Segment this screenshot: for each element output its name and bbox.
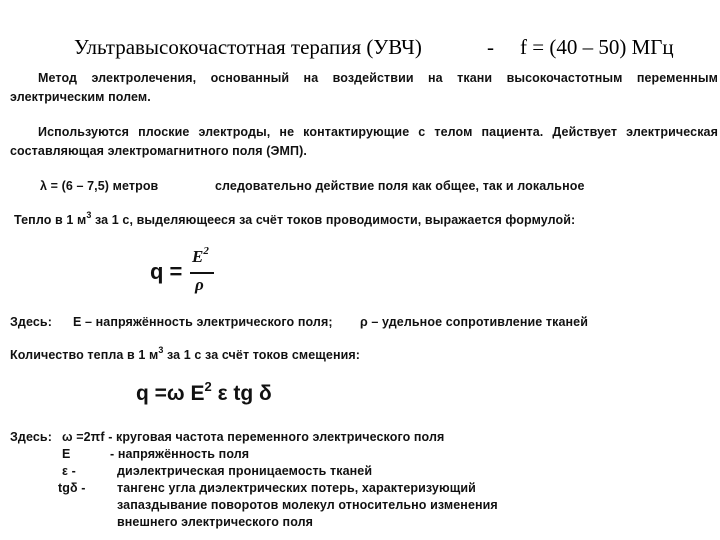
paragraph-2-line-1: Используются плоские электроды, не контактирующие с телом пациента. Действует электрическая [38, 125, 718, 139]
where-2-eps-symbol: ε - [62, 464, 76, 478]
formula-1-denominator: ρ [195, 275, 204, 294]
where-1-e-definition: Е – напряжённость электрического поля; [73, 315, 333, 329]
title-frequency: f = (40 – 50) МГц [520, 35, 674, 59]
title-main: Ультравысокочастотная терапия (УВЧ) [74, 35, 422, 59]
wavelength-effect: следовательно действие поля как общее, так и локальное [215, 179, 585, 193]
paragraph-1-line-1: Метод электролечения, основанный на воздействии на ткани высокочастотным переменным [38, 71, 718, 85]
where-2-tg-definition-line-3: внешнего электрического поля [117, 515, 314, 529]
heat-displacement-text: Количество тепла в 1 $м^3$ за 1 с за счёт токов смещения: [10, 345, 361, 362]
where-2-omega-definition: ω =2πf - круговая частота переменного электрического поля [62, 430, 445, 444]
formula-2: q =ω $E^2$ ε tg δ [136, 379, 272, 405]
wavelength-value: λ = (6 – 7,5) метров [40, 179, 159, 193]
formula-1-lhs: q = [150, 259, 183, 284]
fraction-line [190, 272, 214, 274]
where-1-label: Здесь: [10, 315, 52, 329]
paragraph-1-line-2: электрическим полем. [10, 90, 151, 104]
page-title [74, 35, 422, 60]
where-2-eps-definition: диэлектрическая проницаемость тканей [117, 464, 373, 478]
where-2-tg-symbol: tgδ - [58, 481, 86, 495]
where-1-rho-definition: ρ – удельное сопротивление тканей [360, 315, 589, 329]
title-dash: - [487, 35, 494, 59]
where-2-e-definition: - напряжённость поля [110, 447, 250, 461]
where-2-tg-definition-line-1: тангенс угла диэлектрических потерь, характеризующий [117, 481, 476, 495]
formula-1-numerator: $E^2$ [192, 245, 209, 266]
where-2-tg-definition-line-2: запаздывание поворотов молекул относительно изменения [117, 498, 498, 512]
paragraph-2-line-2: составляющая электромагнитного поля (ЭМП). [10, 144, 307, 158]
where-2-e-symbol: E [62, 447, 71, 461]
heat-conduction-text: Тепло в 1 $м^3$ за 1 с, выделяющееся за счёт токов проводимости, выражается формулой: [14, 210, 576, 227]
where-2-label: Здесь: [10, 430, 52, 444]
